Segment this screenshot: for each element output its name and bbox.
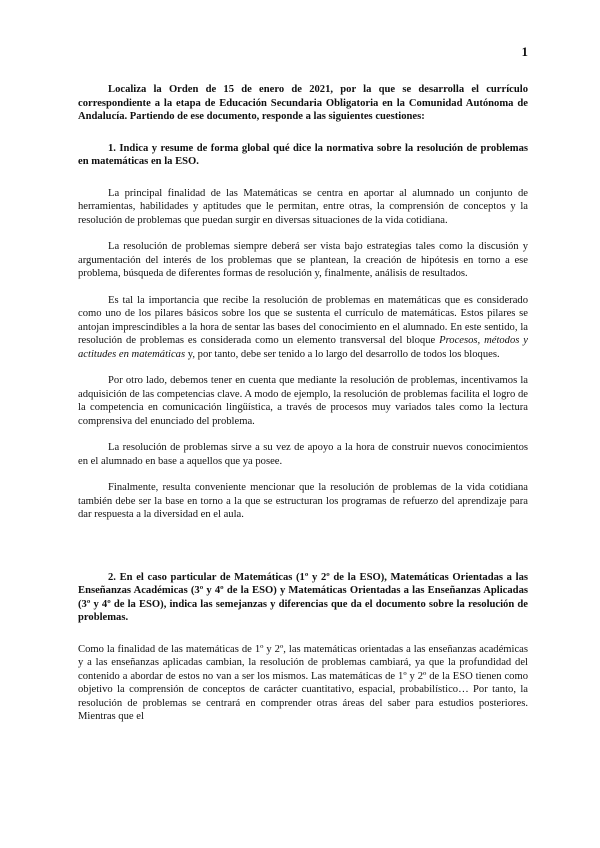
assignment-intro: Localiza la Orden de 15 de enero de 2021, por la que se desarrolla el currículo correspondiente a la etapa de Educación Secundaria Obligatoria en la Comunidad Autónoma de Andalucía. Partiendo de ese documento, responde a las siguientes cuestiones: — [78, 84, 528, 122]
answer-2-paragraph-1: Como la finalidad de las matemáticas de 1º y 2º, las matemáticas orientadas a las enseñanzas académicas y a las enseñanzas aplicadas cambian, la resolución de problemas cambiará, ya que la profundidad del contenido a abordar de estos no van a ser los mismos. Las matemáticas de 1º y 2º de la ESO tienen como objetivo la comprensión de conceptos de carácter cuantitativo, espacial, probabilístico… Por tanto, la resolución de problemas se centrará en comprender otras áreas del saber para estudios posteriores. Mientras que el — [78, 643, 528, 722]
section-spacer — [78, 535, 528, 571]
answer-1-paragraph-2: La resolución de problemas siempre deberá ser vista bajo estrategias tales como la discusión y argumentación del interés de los problemas que se plantean, la creación de hipótesis en torno a ese problema, búsqueda de diferentes formas de resolución y, finalmente, análisis de resultados. — [78, 241, 528, 279]
answer-1-paragraph-6: Finalmente, resulta conveniente mencionar que la resolución de problemas de la vida cotidiana también debe ser la base en torno a la que se estructuran los programas de refuerzo del aprendizaje para dar respuesta a la diversidad en el aula. — [78, 482, 528, 520]
answer-1-paragraph-3 — [78, 294, 528, 362]
page-number: 1 — [521, 44, 528, 59]
answer-1-paragraph-4: Por otro lado, debemos tener en cuenta que mediante la resolución de problemas, incentivamos la adquisición de las competencias clave. A modo de ejemplo, la resolución de problemas facilita el logro de la competencia en comunicación lingüística, a través de procesos muy variados tales como la lectura comprensiva del enunciado del problema. — [78, 375, 528, 427]
document-body — [78, 83, 528, 724]
answer-1-paragraph-3-end: y, por tanto, debe ser tenido a lo largo del desarrollo de todos los bloques. — [185, 348, 500, 360]
question-2-heading: 2. En el caso particular de Matemáticas (1º y 2º de la ESO), Matemáticas Orientadas a las Enseñanzas Académicas (3º y 4º de la ESO) y Matemáticas Orientadas a las Enseñanzas Aplicadas (3º y 4º de la ESO), indica las semejanzas y diferencias que da el documento sobre la resolución de problemas. — [78, 571, 528, 623]
answer-1-paragraph-3-start: Es tal la importancia que recibe la resolución de problemas en matemáticas que es considerado como uno de los pilares básicos sobre los que se sustenta el currículo de matemáticas. Estos pilares se antojan imprescindibles a la hora de sentar las bases del conocimiento en el alumnado. En este sentido, la resolución de problemas es considerada como un elemento transversal del bloque — [78, 294, 528, 346]
answer-1-paragraph-1: La principal finalidad de las Matemáticas se centra en aportar al alumnado un conjunto de herramientas, habilidades y aptitudes que le permitan, entre otras, la comprensión de conceptos y la resolución de problemas que puedan surgir en diversas situaciones de la vida cotidiana. — [78, 187, 528, 226]
block-title-emphasis: Procesos, métodos y actitudes en matemáticas — [78, 335, 528, 360]
question-1-heading: 1. Indica y resume de forma global qué dice la normativa sobre la resolución de problemas en matemáticas en la ESO. — [78, 142, 528, 167]
answer-1-paragraph-5: La resolución de problemas sirve a su vez de apoyo a la hora de construir nuevos conocimientos en el alumnado en base a aquellos que ya posee. — [78, 442, 528, 467]
